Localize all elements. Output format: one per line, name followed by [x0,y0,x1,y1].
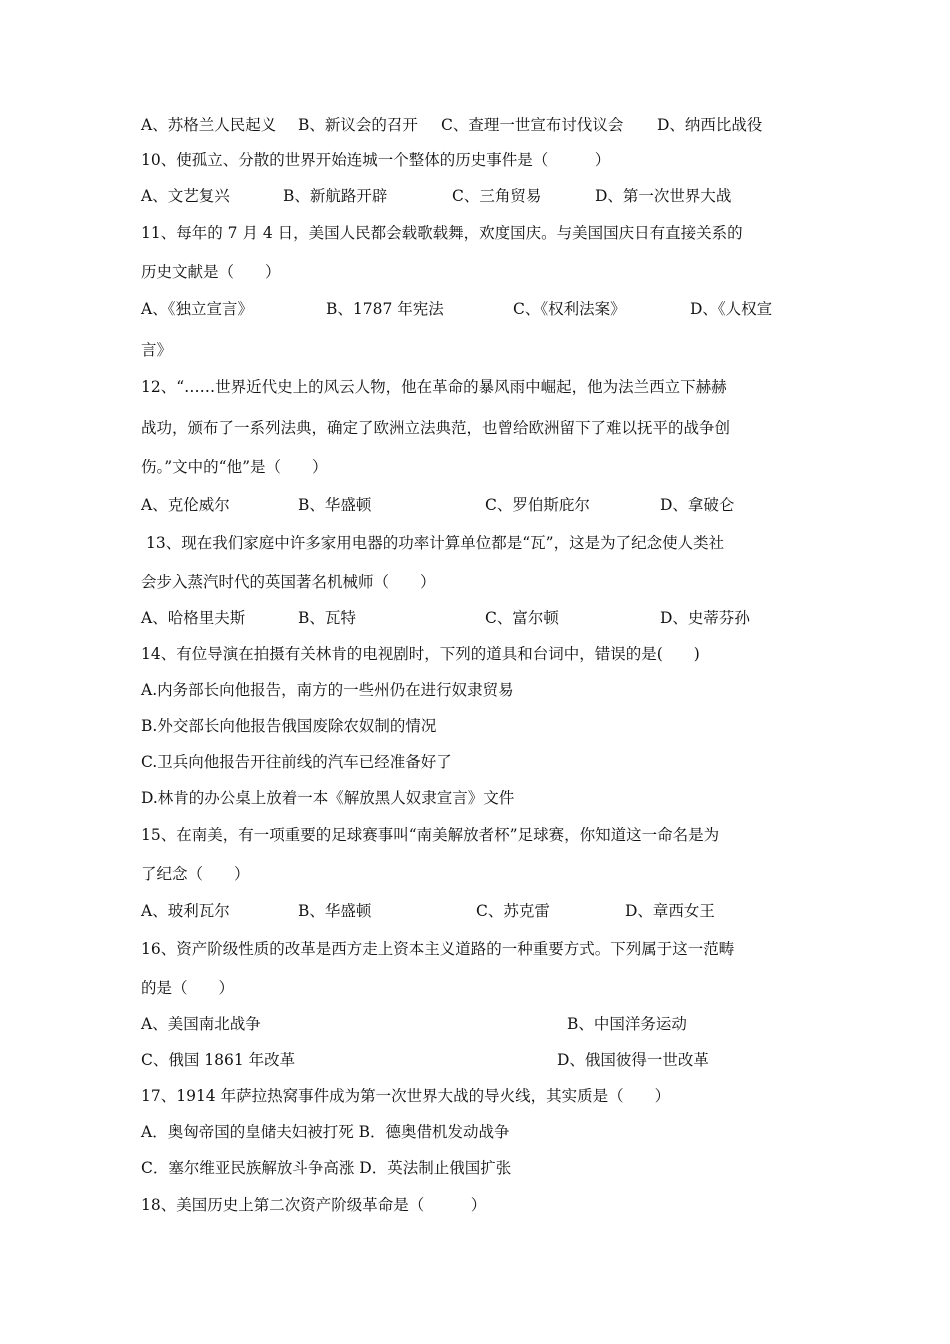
q13-stem-line-2: 会步入蒸汽时代的英国著名机械师（ ） [141,573,436,591]
q13-stem-line-1: 13、现在我们家庭中许多家用电器的功率计算单位都是“瓦”，这是为了纪念使人类社 [146,534,725,552]
q14-option-a: A.内务部长向他报告，南方的一些州仍在进行奴隶贸易 [141,681,514,699]
q10-option-d: D、第一次世界大战 [595,187,732,205]
q11-option-d: D、《人权宣 [690,300,773,318]
q12-option-c: C、罗伯斯庇尔 [485,496,590,514]
q16-option-c: C、俄国 1861 年改革 [141,1051,296,1069]
q17-options-line-2: C．塞尔维亚民族解放斗争高涨 D．英法制止俄国扩张 [141,1159,512,1177]
q10-stem: 10、使孤立、分散的世界开始连城一个整体的历史事件是（ ） [141,151,611,169]
q17-stem: 17、1914 年萨拉热窝事件成为第一次世界大战的导火线，其实质是（ ） [141,1087,671,1105]
q11-stem-line-2: 历史文献是（ ） [141,263,281,281]
q13-option-a: A、哈格里夫斯 [141,609,246,627]
q13-option-b: B、瓦特 [298,609,356,627]
q10-option-c: C、三角贸易 [452,187,542,205]
q15-stem-line-2: 了纪念（ ） [141,865,250,883]
q11-option-b: B、1787 年宪法 [326,300,444,318]
q13-option-d: D、史蒂芬孙 [660,609,750,627]
q13-option-c: C、富尔顿 [485,609,559,627]
q15-option-c: C、苏克雷 [476,902,550,920]
q12-option-b: B、华盛顿 [298,496,372,514]
q15-option-d: D、章西女王 [625,902,715,920]
q15-stem-line-1: 15、在南美，有一项重要的足球赛事叫“南美解放者杯”足球赛，你知道这一命名是为 [141,826,720,844]
q9-option-d: D、纳西比战役 [657,116,763,134]
q12-stem-line-3: 伤。”文中的“他”是（ ） [141,458,328,476]
q16-option-d: D、俄国彼得一世改革 [557,1051,709,1069]
q11-option-d-continued: 言》 [141,341,173,359]
q11-stem-line-1: 11、每年的 7 月 4 日，美国人民都会载歌载舞，欢度国庆。与美国国庆日有直接关系的 [141,224,743,242]
q15-option-a: A、玻利瓦尔 [141,902,230,920]
q18-stem: 18、美国历史上第二次资产阶级革命是（ ） [141,1196,487,1214]
q12-stem-line-2: 战功，颁布了一系列法典，确定了欧洲立法典范，也曾给欧洲留下了难以抚平的战争创 [141,419,731,437]
q14-option-b: B.外交部长向他报告俄国废除农奴制的情况 [141,717,437,735]
q10-option-a: A、文艺复兴 [141,187,230,205]
q11-option-c: C、《权利法案》 [513,300,626,318]
q16-option-b: B、中国洋务运动 [567,1015,687,1033]
q16-stem-line-1: 16、资产阶级性质的改革是西方走上资本主义道路的一种重要方式。下列属于这一范畴 [141,940,735,958]
q16-stem-line-2: 的是（ ） [141,979,235,997]
q15-option-b: B、华盛顿 [298,902,372,920]
q14-stem: 14、有位导演在拍摄有关林肯的电视剧时，下列的道具和台词中，错误的是( ) [141,645,700,663]
q10-option-b: B、新航路开辟 [283,187,388,205]
q12-stem-line-1: 12、“……世界近代史上的风云人物，他在革命的暴风雨中崛起，他为法兰西立下赫赫 [141,378,727,396]
q14-option-d: D.林肯的办公桌上放着一本《解放黑人奴隶宣言》文件 [141,789,515,807]
q16-option-a: A、美国南北战争 [141,1015,261,1033]
q9-option-a: A、苏格兰人民起义 [141,116,277,134]
q14-option-c: C.卫兵向他报告开往前线的汽车已经准备好了 [141,753,452,771]
q12-option-a: A、克伦威尔 [141,496,230,514]
q9-option-b: B、新议会的召开 [298,116,418,134]
q9-option-c: C、查理一世宣布讨伐议会 [441,116,624,134]
q11-option-a: A、《独立宣言》 [141,300,253,318]
q17-options-line-1: A．奥匈帝国的皇储夫妇被打死 B．德奥借机发动战争 [141,1123,510,1141]
q12-option-d: D、拿破仑 [660,496,735,514]
